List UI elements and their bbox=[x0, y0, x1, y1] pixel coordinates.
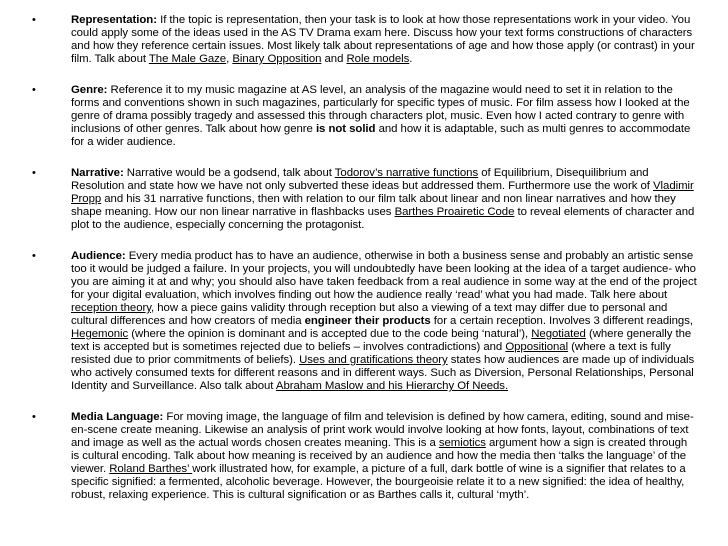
link-barthes-proairetic-code[interactable]: Barthes Proairetic Code bbox=[394, 206, 515, 218]
text: of Equilibrium, Disequilibrium and Resolution and state how we have not only subverted these ideas but addressed them. Furthermore use the work of bbox=[71, 167, 653, 192]
link-roland-barthes[interactable]: Roland Barthes’ bbox=[109, 463, 193, 475]
link-hegemonic[interactable]: Hegemonic bbox=[71, 328, 129, 340]
link-reception-theory[interactable]: reception theory bbox=[71, 302, 152, 314]
text: and bbox=[321, 53, 347, 65]
text: work illustrated how, for example, a picture of a full, dark bottle of wine is a signifier that relates to a specific signified: a fermented, alcoholic beverage. However, the bourgeoisie relate it to a new signified: the idea of healthy, robust, relaxing experience. This is cultural signification or as Barthes calls it, cultural ‘myth’. bbox=[71, 463, 686, 501]
list-item-media-language bbox=[30, 411, 698, 502]
text: Reference it to my music magazine at AS level, an analysis of the magazine would need to set it in relation to the forms and conventions shown in such magazines, particularly for specific types of music. For film assess how I looked at the genre of drama possibly tragedy and assessed this through characters plot, music. Even how I acted contrary to genre with inclusions of other genres. Talk about how genre bbox=[71, 84, 690, 135]
text: and how it is adaptable, such as multi genres to accommodate for a wider audience. bbox=[71, 123, 691, 148]
bullet: • bbox=[32, 167, 36, 179]
bullet: • bbox=[32, 84, 36, 96]
text: (where generally the text is accepted but is sometimes rejected due to beliefs – involves contradictions) and bbox=[71, 328, 692, 353]
text: . bbox=[409, 53, 413, 65]
text: states how audiences are made up of individuals who actively consumed texts for different reasons and in different ways. Such as Diversion, Personal Relationships, Personal Identity and Surveillance. Also talk about bbox=[71, 354, 695, 392]
text: , bbox=[226, 53, 233, 65]
text: Narrative would be a godsend, talk about bbox=[123, 167, 335, 179]
list-item-narrative bbox=[30, 167, 698, 232]
text: Every media product has to have an audience, otherwise in both a business sense and probably an artistic sense too it would be judged a failure. In your projects, you will undoubtedly have been looking at the idea of a target audience- who you are aiming it at and why; you should also have taken feedback from a real audience in some way at the end of the project for your digital evaluation, which involves finding out how the audience really ‘read’ what you had made. Talk here about bbox=[71, 250, 697, 301]
term-genre: Genre: bbox=[71, 84, 108, 96]
text: For moving image, the language of film and television is defined by how camera, editing, sound and mise-en-scene create meaning. Likewise an analysis of print work would involve looking at how fonts, layout, combinations of text and image as well as the actual words chosen creates meaning. This is a bbox=[71, 411, 694, 449]
term-narrative: Narrative: bbox=[71, 167, 124, 179]
link-oppositional[interactable]: Oppositional bbox=[505, 341, 569, 353]
link-negotiated[interactable]: Negotiated bbox=[531, 328, 586, 340]
link-male-gaze[interactable]: The Male Gaze bbox=[148, 53, 227, 65]
link-semiotics[interactable]: semiotics bbox=[438, 437, 486, 449]
link-todorov[interactable]: Todorov’s narrative functions bbox=[334, 167, 479, 179]
link-maslow-hierarchy[interactable]: Abraham Maslow and his Hierarchy Of Needs. bbox=[275, 380, 509, 392]
text: , how a piece gains validity through reception but also a viewing of a text may differ due to personal and cultural differences and how creators of media bbox=[71, 302, 668, 327]
text: for a certain reception. Involves 3 different readings, bbox=[430, 315, 693, 327]
link-role-models[interactable]: Role models bbox=[346, 53, 410, 65]
list-item-representation bbox=[30, 14, 698, 66]
text: (where a text is fully resisted due to prior commitments of beliefs). bbox=[71, 341, 671, 366]
bullet: • bbox=[32, 411, 36, 423]
link-binary-opposition[interactable]: Binary Opposition bbox=[232, 53, 322, 65]
list-item-genre bbox=[30, 84, 698, 149]
term-representation: Representation: bbox=[71, 14, 157, 26]
text: (where the opinion is dominant and is accepted due to the code being ‘natural’), bbox=[128, 328, 532, 340]
bullet: • bbox=[32, 14, 36, 26]
term-media-language: Media Language: bbox=[71, 411, 164, 423]
text: If the topic is representation, then your task is to look at how those representations work in your video. You could apply some of the ideas used in the AS TV Drama exam here. Discuss how your text forms constructions of characters and how they reference certain issues. Most likely talk about representations of age and how those apply (or contrast) in your film. Talk about bbox=[71, 14, 695, 65]
text: argument how a sign is created through is cultural encoding. Talk about how meaning is received by an audience and how the media then ‘talks the language’ of the viewer. bbox=[71, 437, 688, 475]
list-item-audience bbox=[30, 250, 698, 393]
term-audience: Audience: bbox=[71, 250, 126, 262]
bullet: • bbox=[32, 250, 36, 262]
link-uses-and-gratifications[interactable]: Uses and gratifications theory bbox=[299, 354, 448, 366]
text: to reveal elements of character and plot to the audience, especially concerning the protagonist. bbox=[71, 206, 695, 231]
emphasis-is-not-solid: is not solid bbox=[315, 123, 376, 135]
emphasis-engineer-their-products: engineer their products bbox=[304, 315, 431, 327]
text: and his 31 narrative functions, then with relation to our film talk about linear and non linear narratives and how they shape meaning. How our non linear narrative in flashbacks uses bbox=[71, 193, 676, 218]
link-vladimir-propp[interactable]: Vladimir Propp bbox=[71, 180, 694, 205]
